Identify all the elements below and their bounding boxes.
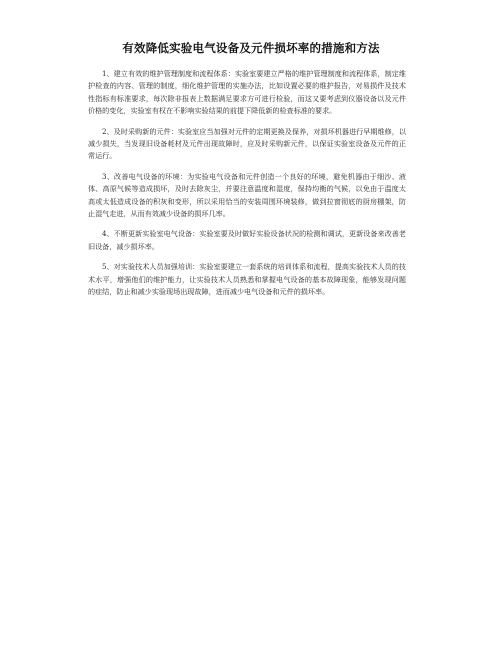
paragraph-1: 1、建立有效的维护管理制度和流程体系：实验室要建立严格的维护管理制度和流程体系，制定维护检查的内容、管理的制度，细化维护管理的实施办法，比如设置必要的维护报告，对易损件及技术性指标有标准要求，每次除非报表上数据满足要求方可进行检验，而这又要考虑到仪器设备以及元件价格的变化，实验室有权在不影响实验结果的前提下降低新的检查标准的要求。 <box>88 69 406 116</box>
paragraph-3: 3、改善电气设备的环境：为实验电气设备和元件创造一个良好的环境，避免机器由于细沙、液体、高原气候等造成损坏，及时去除灰尘，并要注意温度和湿度，保持均衡的气候，以免由于温度太高或太低造成设备的积灰和变形，所以采用恰当的安装周围环境装修，做到拉窗彻底的厨房棚架，防止湿气走进，从而有效减少设备的损坏几率。 <box>88 171 406 219</box>
document-title: 有效降低实验电气设备及元件损坏率的措施和方法 <box>122 41 380 55</box>
paragraph-2: 2、及时采购新的元件：实验室应当加强对元件的定期更换及保养，对损坏机器进行早期维修，以减少损失，当发现旧设备耗材及元件出现故障时，应及时采购新元件，以保证实验室设备及元件的正常运行。 <box>88 126 406 161</box>
paragraph-5: 5、对实验技术人员加强培训：实验室要建立一套系统的培训体系和流程，提高实验技术人员的技术水平，增强他们的维护能力，让实验技术人员熟悉和掌握电气设备的基本故障现象，能够发现问题的症结，防止和减少实验现场出现故障，进而减少电气设备和元件的损坏率。 <box>88 262 406 297</box>
paragraph-4: 4、不断更新实验室电气设备：实验室要及时做好实验设备状况的检测和调试，更新设备来改善老旧设备，减少损坏率。 <box>88 229 406 251</box>
document-body <box>88 68 406 307</box>
